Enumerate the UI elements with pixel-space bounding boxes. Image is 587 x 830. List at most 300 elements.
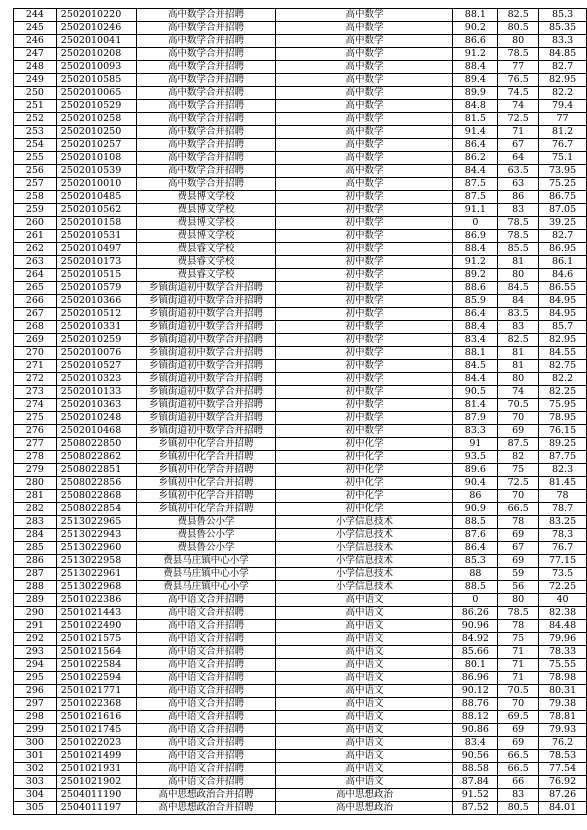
total-score-cell: 82.7	[539, 230, 587, 243]
recruitment-unit-cell: 乡镇街道初中数学合并招聘	[136, 373, 276, 386]
candidate-id-cell: 2502010041	[56, 35, 136, 48]
score-b-cell: 82.5	[498, 9, 539, 22]
score-a-cell: 87.5	[453, 191, 498, 204]
recruitment-unit-cell: 乡镇街道初中数学合并招聘	[136, 321, 276, 334]
candidate-id-cell: 2502010259	[56, 334, 136, 347]
table-row	[14, 724, 587, 737]
subject-cell: 高中语文	[276, 594, 453, 607]
score-b-cell: 67	[498, 139, 539, 152]
candidate-id-cell: 2504011197	[56, 802, 136, 815]
table-row	[14, 477, 587, 490]
total-score-cell: 82.38	[539, 607, 587, 620]
table-row	[14, 113, 587, 126]
score-b-cell: 72.5	[498, 113, 539, 126]
score-b-cell: 59	[498, 568, 539, 581]
total-score-cell: 82.95	[539, 334, 587, 347]
candidate-id-cell: 2502010515	[56, 269, 136, 282]
recruitment-unit-cell: 高中数学合并招聘	[136, 87, 276, 100]
row-number-cell: 304	[14, 789, 57, 802]
score-a-cell: 88.4	[453, 61, 498, 74]
candidate-id-cell: 2508022850	[56, 438, 136, 451]
table-row	[14, 243, 587, 256]
score-a-cell: 89.2	[453, 269, 498, 282]
row-number-cell: 272	[14, 373, 57, 386]
subject-cell: 初中数学	[276, 425, 453, 438]
subject-cell: 初中化学	[276, 464, 453, 477]
recruitment-unit-cell: 高中数学合并招聘	[136, 48, 276, 61]
recruitment-unit-cell: 费县马庄镇中心小学	[136, 555, 276, 568]
total-score-cell: 85.35	[539, 22, 587, 35]
recruitment-unit-cell: 费县博文学校	[136, 204, 276, 217]
table-row	[14, 360, 587, 373]
score-a-cell: 90.96	[453, 620, 498, 633]
score-a-cell: 81.4	[453, 399, 498, 412]
candidate-id-cell: 2502010158	[56, 217, 136, 230]
score-b-cell: 75	[498, 464, 539, 477]
row-number-cell: 250	[14, 87, 57, 100]
candidate-id-cell: 2502010065	[56, 87, 136, 100]
total-score-cell: 76.7	[539, 542, 587, 555]
recruitment-unit-cell: 高中数学合并招聘	[136, 9, 276, 22]
row-number-cell: 262	[14, 243, 57, 256]
subject-cell: 初中数学	[276, 373, 453, 386]
table-row	[14, 763, 587, 776]
candidate-id-cell: 2502010076	[56, 347, 136, 360]
subject-cell: 初中数学	[276, 191, 453, 204]
table-row	[14, 22, 587, 35]
score-a-cell: 87.5	[453, 178, 498, 191]
score-a-cell: 88.12	[453, 711, 498, 724]
total-score-cell: 87.05	[539, 204, 587, 217]
score-a-cell: 90.56	[453, 750, 498, 763]
table-row	[14, 451, 587, 464]
table-row	[14, 126, 587, 139]
total-score-cell: 76.92	[539, 776, 587, 789]
score-b-cell: 78	[498, 516, 539, 529]
row-number-cell: 293	[14, 646, 57, 659]
score-a-cell: 90.86	[453, 724, 498, 737]
subject-cell: 初中数学	[276, 230, 453, 243]
total-score-cell: 84.85	[539, 48, 587, 61]
recruitment-unit-cell: 高中语文合并招聘	[136, 724, 276, 737]
subject-cell: 初中化学	[276, 451, 453, 464]
table-row	[14, 542, 587, 555]
row-number-cell: 265	[14, 282, 57, 295]
table-row	[14, 802, 587, 815]
candidate-id-cell: 2513022958	[56, 555, 136, 568]
score-b-cell: 78.5	[498, 48, 539, 61]
subject-cell: 高中语文	[276, 724, 453, 737]
total-score-cell: 82.2	[539, 87, 587, 100]
table-row	[14, 438, 587, 451]
score-a-cell: 84.8	[453, 100, 498, 113]
score-b-cell: 78	[498, 620, 539, 633]
table-row	[14, 594, 587, 607]
recruitment-unit-cell: 乡镇街道初中数学合并招聘	[136, 295, 276, 308]
candidate-id-cell: 2502010585	[56, 74, 136, 87]
total-score-cell: 75.55	[539, 659, 587, 672]
score-b-cell: 67	[498, 542, 539, 555]
total-score-cell: 78	[539, 490, 587, 503]
row-number-cell: 246	[14, 35, 57, 48]
table-row	[14, 9, 587, 22]
subject-cell: 高中数学	[276, 126, 453, 139]
candidate-id-cell: 2501021499	[56, 750, 136, 763]
recruitment-unit-cell: 乡镇街道初中数学合并招聘	[136, 347, 276, 360]
row-number-cell: 286	[14, 555, 57, 568]
row-number-cell: 266	[14, 295, 57, 308]
recruitment-unit-cell: 费县鲁公小学	[136, 529, 276, 542]
candidate-id-cell: 2502010220	[56, 9, 136, 22]
table-row	[14, 555, 587, 568]
recruitment-unit-cell: 高中语文合并招聘	[136, 685, 276, 698]
table-row	[14, 659, 587, 672]
table-row	[14, 711, 587, 724]
score-b-cell: 69	[498, 724, 539, 737]
total-score-cell: 82.7	[539, 61, 587, 74]
score-b-cell: 80	[498, 594, 539, 607]
subject-cell: 高中数学	[276, 152, 453, 165]
table-row	[14, 269, 587, 282]
subject-cell: 高中数学	[276, 48, 453, 61]
score-b-cell: 70	[498, 412, 539, 425]
candidate-id-cell: 2501022386	[56, 594, 136, 607]
table-row	[14, 165, 587, 178]
subject-cell: 初中数学	[276, 243, 453, 256]
total-score-cell: 75.95	[539, 399, 587, 412]
score-a-cell: 88.1	[453, 9, 498, 22]
recruitment-unit-cell: 高中语文合并招聘	[136, 594, 276, 607]
subject-cell: 初中数学	[276, 256, 453, 269]
candidate-id-cell: 2502010531	[56, 230, 136, 243]
row-number-cell: 282	[14, 503, 57, 516]
recruitment-unit-cell: 乡镇初中化学合并招聘	[136, 503, 276, 516]
candidate-id-cell: 2502010363	[56, 399, 136, 412]
table-row	[14, 672, 587, 685]
candidate-id-cell: 2502010527	[56, 360, 136, 373]
candidate-id-cell: 2502010133	[56, 386, 136, 399]
total-score-cell: 86.1	[539, 256, 587, 269]
score-b-cell: 64	[498, 152, 539, 165]
candidate-id-cell: 2513022968	[56, 581, 136, 594]
score-b-cell: 66.5	[498, 750, 539, 763]
table-row	[14, 321, 587, 334]
candidate-id-cell: 2501021575	[56, 633, 136, 646]
total-score-cell: 84.95	[539, 295, 587, 308]
total-score-cell: 80.31	[539, 685, 587, 698]
candidate-id-cell: 2502010331	[56, 321, 136, 334]
table-row	[14, 48, 587, 61]
subject-cell: 初中数学	[276, 295, 453, 308]
candidate-id-cell: 2502010366	[56, 295, 136, 308]
score-a-cell: 0	[453, 594, 498, 607]
row-number-cell: 269	[14, 334, 57, 347]
recruitment-unit-cell: 乡镇初中化学合并招聘	[136, 464, 276, 477]
candidate-id-cell: 2508022856	[56, 477, 136, 490]
subject-cell: 高中语文	[276, 776, 453, 789]
recruitment-unit-cell: 高中数学合并招聘	[136, 61, 276, 74]
subject-cell: 高中思想政治	[276, 789, 453, 802]
total-score-cell: 78.7	[539, 503, 587, 516]
table-row	[14, 100, 587, 113]
candidate-id-cell: 2502010173	[56, 256, 136, 269]
score-a-cell: 89.6	[453, 464, 498, 477]
table-row	[14, 35, 587, 48]
candidate-id-cell: 2502010258	[56, 113, 136, 126]
row-number-cell: 305	[14, 802, 57, 815]
total-score-cell: 82.25	[539, 386, 587, 399]
table-row	[14, 412, 587, 425]
row-number-cell: 264	[14, 269, 57, 282]
row-number-cell: 279	[14, 464, 57, 477]
candidate-id-cell: 2501021931	[56, 763, 136, 776]
recruitment-unit-cell: 高中数学合并招聘	[136, 152, 276, 165]
subject-cell: 高中语文	[276, 750, 453, 763]
score-a-cell: 90.5	[453, 386, 498, 399]
candidate-id-cell: 2502010539	[56, 165, 136, 178]
total-score-cell: 39.25	[539, 217, 587, 230]
candidate-id-cell: 2513022961	[56, 568, 136, 581]
table-row	[14, 529, 587, 542]
score-b-cell: 70	[498, 698, 539, 711]
candidate-id-cell: 2513022960	[56, 542, 136, 555]
candidate-id-cell: 2508022854	[56, 503, 136, 516]
row-number-cell: 281	[14, 490, 57, 503]
subject-cell: 初中数学	[276, 334, 453, 347]
subject-cell: 初中数学	[276, 308, 453, 321]
table-row	[14, 191, 587, 204]
subject-cell: 小学信息技术	[276, 516, 453, 529]
score-b-cell: 69	[498, 555, 539, 568]
recruitment-unit-cell: 乡镇街道初中数学合并招聘	[136, 386, 276, 399]
subject-cell: 高中语文	[276, 672, 453, 685]
recruitment-unit-cell: 乡镇街道初中数学合并招聘	[136, 360, 276, 373]
score-a-cell: 88	[453, 568, 498, 581]
subject-cell: 初中化学	[276, 477, 453, 490]
score-a-cell: 91.4	[453, 126, 498, 139]
total-score-cell: 85.3	[539, 9, 587, 22]
table-row	[14, 295, 587, 308]
subject-cell: 高中数学	[276, 22, 453, 35]
candidate-id-cell: 2502010323	[56, 373, 136, 386]
score-b-cell: 71	[498, 659, 539, 672]
table-row	[14, 776, 587, 789]
score-b-cell: 74	[498, 386, 539, 399]
total-score-cell: 75.25	[539, 178, 587, 191]
table-row	[14, 256, 587, 269]
score-b-cell: 80.5	[498, 22, 539, 35]
row-number-cell: 247	[14, 48, 57, 61]
subject-cell: 初中数学	[276, 386, 453, 399]
subject-cell: 初中数学	[276, 269, 453, 282]
total-score-cell: 78.81	[539, 711, 587, 724]
row-number-cell: 255	[14, 152, 57, 165]
recruitment-unit-cell: 乡镇街道初中数学合并招聘	[136, 334, 276, 347]
row-number-cell: 254	[14, 139, 57, 152]
candidate-id-cell: 2502010246	[56, 22, 136, 35]
total-score-cell: 78.98	[539, 672, 587, 685]
score-b-cell: 66	[498, 776, 539, 789]
total-score-cell: 84.95	[539, 308, 587, 321]
subject-cell: 高中数学	[276, 74, 453, 87]
table-row	[14, 516, 587, 529]
recruitment-unit-cell: 高中数学合并招聘	[136, 113, 276, 126]
score-a-cell: 89.9	[453, 87, 498, 100]
recruitment-unit-cell: 乡镇街道初中数学合并招聘	[136, 425, 276, 438]
recruitment-unit-cell: 高中语文合并招聘	[136, 607, 276, 620]
score-a-cell: 86.26	[453, 607, 498, 620]
row-number-cell: 285	[14, 542, 57, 555]
recruitment-unit-cell: 费县鲁公小学	[136, 516, 276, 529]
recruitment-unit-cell: 费县鲁公小学	[136, 542, 276, 555]
total-score-cell: 78.95	[539, 412, 587, 425]
score-b-cell: 83.5	[498, 308, 539, 321]
score-a-cell: 90.2	[453, 22, 498, 35]
recruitment-unit-cell: 高中语文合并招聘	[136, 620, 276, 633]
score-a-cell: 91.52	[453, 789, 498, 802]
subject-cell: 高中语文	[276, 685, 453, 698]
score-a-cell: 0	[453, 217, 498, 230]
score-b-cell: 74	[498, 100, 539, 113]
score-b-cell: 81	[498, 256, 539, 269]
candidate-id-cell: 2501022584	[56, 659, 136, 672]
total-score-cell: 82.95	[539, 74, 587, 87]
score-a-cell: 93.5	[453, 451, 498, 464]
score-b-cell: 86	[498, 191, 539, 204]
table-row	[14, 204, 587, 217]
subject-cell: 高中数学	[276, 139, 453, 152]
subject-cell: 高中语文	[276, 711, 453, 724]
score-a-cell: 91.2	[453, 48, 498, 61]
score-b-cell: 84	[498, 295, 539, 308]
candidate-id-cell: 2508022868	[56, 490, 136, 503]
table-row	[14, 568, 587, 581]
score-b-cell: 85.5	[498, 243, 539, 256]
score-a-cell: 84.4	[453, 373, 498, 386]
score-b-cell: 82.5	[498, 334, 539, 347]
score-a-cell: 91	[453, 438, 498, 451]
subject-cell: 初中化学	[276, 490, 453, 503]
score-a-cell: 85.9	[453, 295, 498, 308]
subject-cell: 初中数学	[276, 347, 453, 360]
row-number-cell: 302	[14, 763, 57, 776]
recruitment-unit-cell: 费县博文学校	[136, 230, 276, 243]
total-score-cell: 72.25	[539, 581, 587, 594]
score-a-cell: 88.6	[453, 282, 498, 295]
candidate-id-cell: 2513022965	[56, 516, 136, 529]
score-a-cell: 90.9	[453, 503, 498, 516]
subject-cell: 高中数学	[276, 87, 453, 100]
row-number-cell: 245	[14, 22, 57, 35]
score-b-cell: 82	[498, 451, 539, 464]
table-row	[14, 74, 587, 87]
score-a-cell: 88.5	[453, 581, 498, 594]
row-number-cell: 298	[14, 711, 57, 724]
score-b-cell: 75	[498, 633, 539, 646]
score-b-cell: 78.5	[498, 230, 539, 243]
candidate-id-cell: 2502010579	[56, 282, 136, 295]
score-b-cell: 71	[498, 672, 539, 685]
recruitment-unit-cell: 乡镇初中化学合并招聘	[136, 490, 276, 503]
candidate-id-cell: 2508022851	[56, 464, 136, 477]
table-row	[14, 152, 587, 165]
row-number-cell: 248	[14, 61, 57, 74]
row-number-cell: 244	[14, 9, 57, 22]
table-row	[14, 503, 587, 516]
row-number-cell: 275	[14, 412, 57, 425]
table-row	[14, 685, 587, 698]
subject-cell: 高中语文	[276, 607, 453, 620]
total-score-cell: 40	[539, 594, 587, 607]
recruitment-unit-cell: 乡镇街道初中数学合并招聘	[136, 399, 276, 412]
subject-cell: 初中化学	[276, 503, 453, 516]
candidate-id-cell: 2501022594	[56, 672, 136, 685]
score-b-cell: 80.5	[498, 802, 539, 815]
recruitment-unit-cell: 高中思想政治合并招聘	[136, 802, 276, 815]
subject-cell: 高中数学	[276, 61, 453, 74]
row-number-cell: 263	[14, 256, 57, 269]
recruitment-unit-cell: 高中语文合并招聘	[136, 646, 276, 659]
total-score-cell: 75.1	[539, 152, 587, 165]
recruitment-unit-cell: 高中语文合并招聘	[136, 763, 276, 776]
score-b-cell: 74.5	[498, 87, 539, 100]
subject-cell: 初中数学	[276, 360, 453, 373]
score-b-cell: 66.5	[498, 503, 539, 516]
candidate-id-cell: 2504011190	[56, 789, 136, 802]
score-b-cell: 69	[498, 529, 539, 542]
total-score-cell: 78.33	[539, 646, 587, 659]
candidate-id-cell: 2502010497	[56, 243, 136, 256]
row-number-cell: 288	[14, 581, 57, 594]
score-b-cell: 69	[498, 425, 539, 438]
table-row	[14, 737, 587, 750]
recruitment-unit-cell: 高中数学合并招聘	[136, 100, 276, 113]
recruitment-unit-cell: 高中数学合并招聘	[136, 22, 276, 35]
score-b-cell: 87.5	[498, 438, 539, 451]
total-score-cell: 76.2	[539, 737, 587, 750]
candidate-id-cell: 2501021616	[56, 711, 136, 724]
table-row	[14, 698, 587, 711]
score-a-cell: 81.5	[453, 113, 498, 126]
score-b-cell: 76.5	[498, 74, 539, 87]
total-score-cell: 86.75	[539, 191, 587, 204]
score-a-cell: 90.12	[453, 685, 498, 698]
recruitment-unit-cell: 费县睿文学校	[136, 269, 276, 282]
score-a-cell: 86.2	[453, 152, 498, 165]
candidate-id-cell: 2502010512	[56, 308, 136, 321]
subject-cell: 小学信息技术	[276, 542, 453, 555]
total-score-cell: 79.96	[539, 633, 587, 646]
recruitment-unit-cell: 高中数学合并招聘	[136, 139, 276, 152]
row-number-cell: 259	[14, 204, 57, 217]
score-a-cell: 86.4	[453, 139, 498, 152]
candidate-id-cell: 2502010108	[56, 152, 136, 165]
total-score-cell: 77.54	[539, 763, 587, 776]
row-number-cell: 274	[14, 399, 57, 412]
recruitment-unit-cell: 费县睿文学校	[136, 243, 276, 256]
table-row	[14, 633, 587, 646]
total-score-cell: 73.95	[539, 165, 587, 178]
score-b-cell: 84.5	[498, 282, 539, 295]
subject-cell: 初中数学	[276, 217, 453, 230]
score-a-cell: 87.84	[453, 776, 498, 789]
score-b-cell: 71	[498, 126, 539, 139]
candidate-id-cell: 2501021902	[56, 776, 136, 789]
recruitment-unit-cell: 高中语文合并招聘	[136, 659, 276, 672]
total-score-cell: 77.15	[539, 555, 587, 568]
candidate-id-cell: 2501021564	[56, 646, 136, 659]
table-row	[14, 61, 587, 74]
